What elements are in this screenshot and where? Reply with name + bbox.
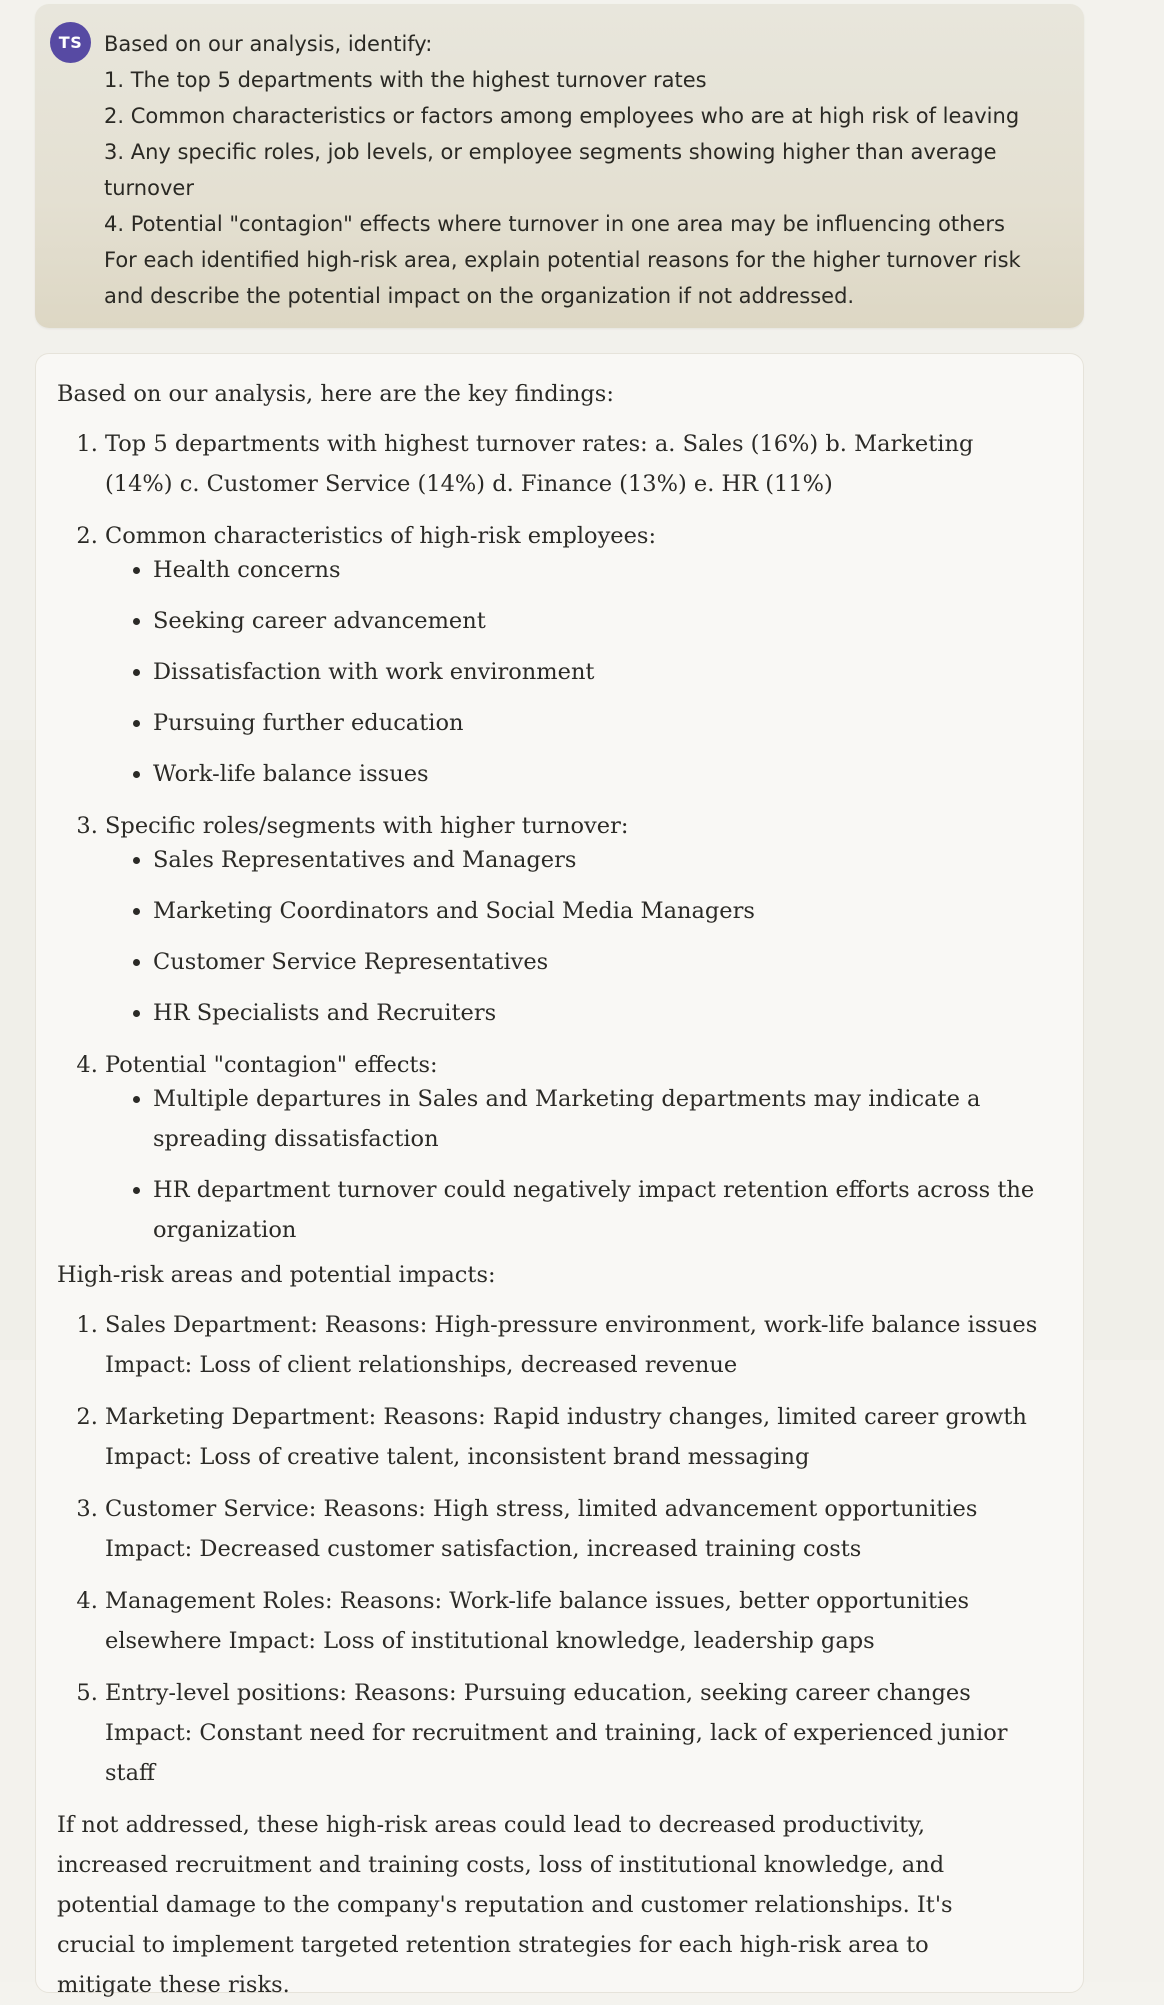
- bullet-item: • Multiple departures in Sales and Marketing departments may indicate a spreading dissatisfaction: [153, 1079, 1045, 1159]
- bullet-item: • Pursuing further education: [153, 703, 1045, 743]
- high-risk-item: 4. Management Roles: Reasons: Work-life balance issues, better opportunities elsewhere Impact: Loss of institutional knowledge, leadership gaps: [105, 1581, 1045, 1661]
- finding-item: [105, 806, 1045, 1033]
- finding-text: Potential "contagion" effects:: [105, 1052, 438, 1078]
- finding-text: Common characteristics of high-risk employees:: [105, 523, 657, 549]
- finding-item: [105, 516, 1045, 794]
- finding-item: [105, 1045, 1045, 1250]
- user-message-line: 2. Common characteristics or factors among employees who are at high risk of leaving: [104, 104, 1020, 128]
- reply-closing: If not addressed, these high-risk areas could lead to decreased productivity, increased recruitment and training costs, loss of institutional knowledge, and potential damage to the company's reputation and customer relationships. It's crucial to implement targeted retention strategies for each high-risk area to mitigate these risks.: [57, 1812, 953, 1998]
- high-risk-list: [57, 1305, 1045, 1793]
- user-message-line: 4. Potential "contagion" effects where turnover in one area may be influencing others: [104, 212, 1005, 236]
- high-risk-heading: High-risk areas and potential impacts:: [57, 1262, 496, 1288]
- high-risk-item: 1. Sales Department: Reasons: High-pressure environment, work-life balance issues Impact: Loss of client relationships, decreased revenue: [105, 1305, 1045, 1385]
- bullet-item: • HR department turnover could negatively impact retention efforts across the organization: [153, 1170, 1045, 1250]
- bullet-item: • Health concerns: [153, 550, 1045, 590]
- findings-list: [57, 424, 1045, 1250]
- finding-text: Specific roles/segments with higher turnover:: [105, 813, 629, 839]
- bullet-item: • Sales Representatives and Managers: [153, 840, 1045, 880]
- finding-bullets: [105, 550, 1045, 794]
- bullet-item: • HR Specialists and Recruiters: [153, 993, 1045, 1033]
- user-avatar: TS: [50, 22, 91, 63]
- bullet-item: • Work-life balance issues: [153, 754, 1045, 794]
- finding-bullets: [105, 840, 1045, 1033]
- user-message-line: Based on our analysis, identify:: [104, 32, 433, 56]
- bullet-item: • Marketing Coordinators and Social Media Managers: [153, 891, 1045, 931]
- user-message-line: 3. Any specific roles, job levels, or employee segments showing higher than average turnover: [104, 140, 997, 200]
- high-risk-item: 2. Marketing Department: Reasons: Rapid industry changes, limited career growth Impact: Loss of creative talent, inconsistent brand messaging: [105, 1397, 1045, 1477]
- finding-text: Top 5 departments with highest turnover rates: a. Sales (16%) b. Marketing (14%) c. Customer Service (14%) d. Finance (13%) e. HR (11%): [105, 431, 974, 497]
- high-risk-item: 3. Customer Service: Reasons: High stress, limited advancement opportunities Impact: Decreased customer satisfaction, increased training costs: [105, 1489, 1045, 1569]
- bullet-item: • Customer Service Representatives: [153, 942, 1045, 982]
- finding-item: [105, 424, 1045, 504]
- finding-bullets: [105, 1079, 1045, 1250]
- bullet-item: • Seeking career advancement: [153, 601, 1045, 641]
- reply-intro: Based on our analysis, here are the key findings:: [57, 381, 614, 407]
- user-message: [35, 4, 1084, 328]
- high-risk-item: 5. Entry-level positions: Reasons: Pursuing education, seeking career changes Impact: Constant need for recruitment and training, lack of experienced junior staff: [105, 1673, 1045, 1793]
- user-message-line: 1. The top 5 departments with the highest turnover rates: [104, 68, 707, 92]
- user-message-text[interactable]: [104, 26, 1064, 314]
- assistant-reply[interactable]: [35, 353, 1084, 1998]
- bullet-item: • Dissatisfaction with work environment: [153, 652, 1045, 692]
- user-message-line: For each identified high-risk area, explain potential reasons for the higher turnover risk and describe the potential impact on the organization if not addressed.: [104, 248, 1021, 308]
